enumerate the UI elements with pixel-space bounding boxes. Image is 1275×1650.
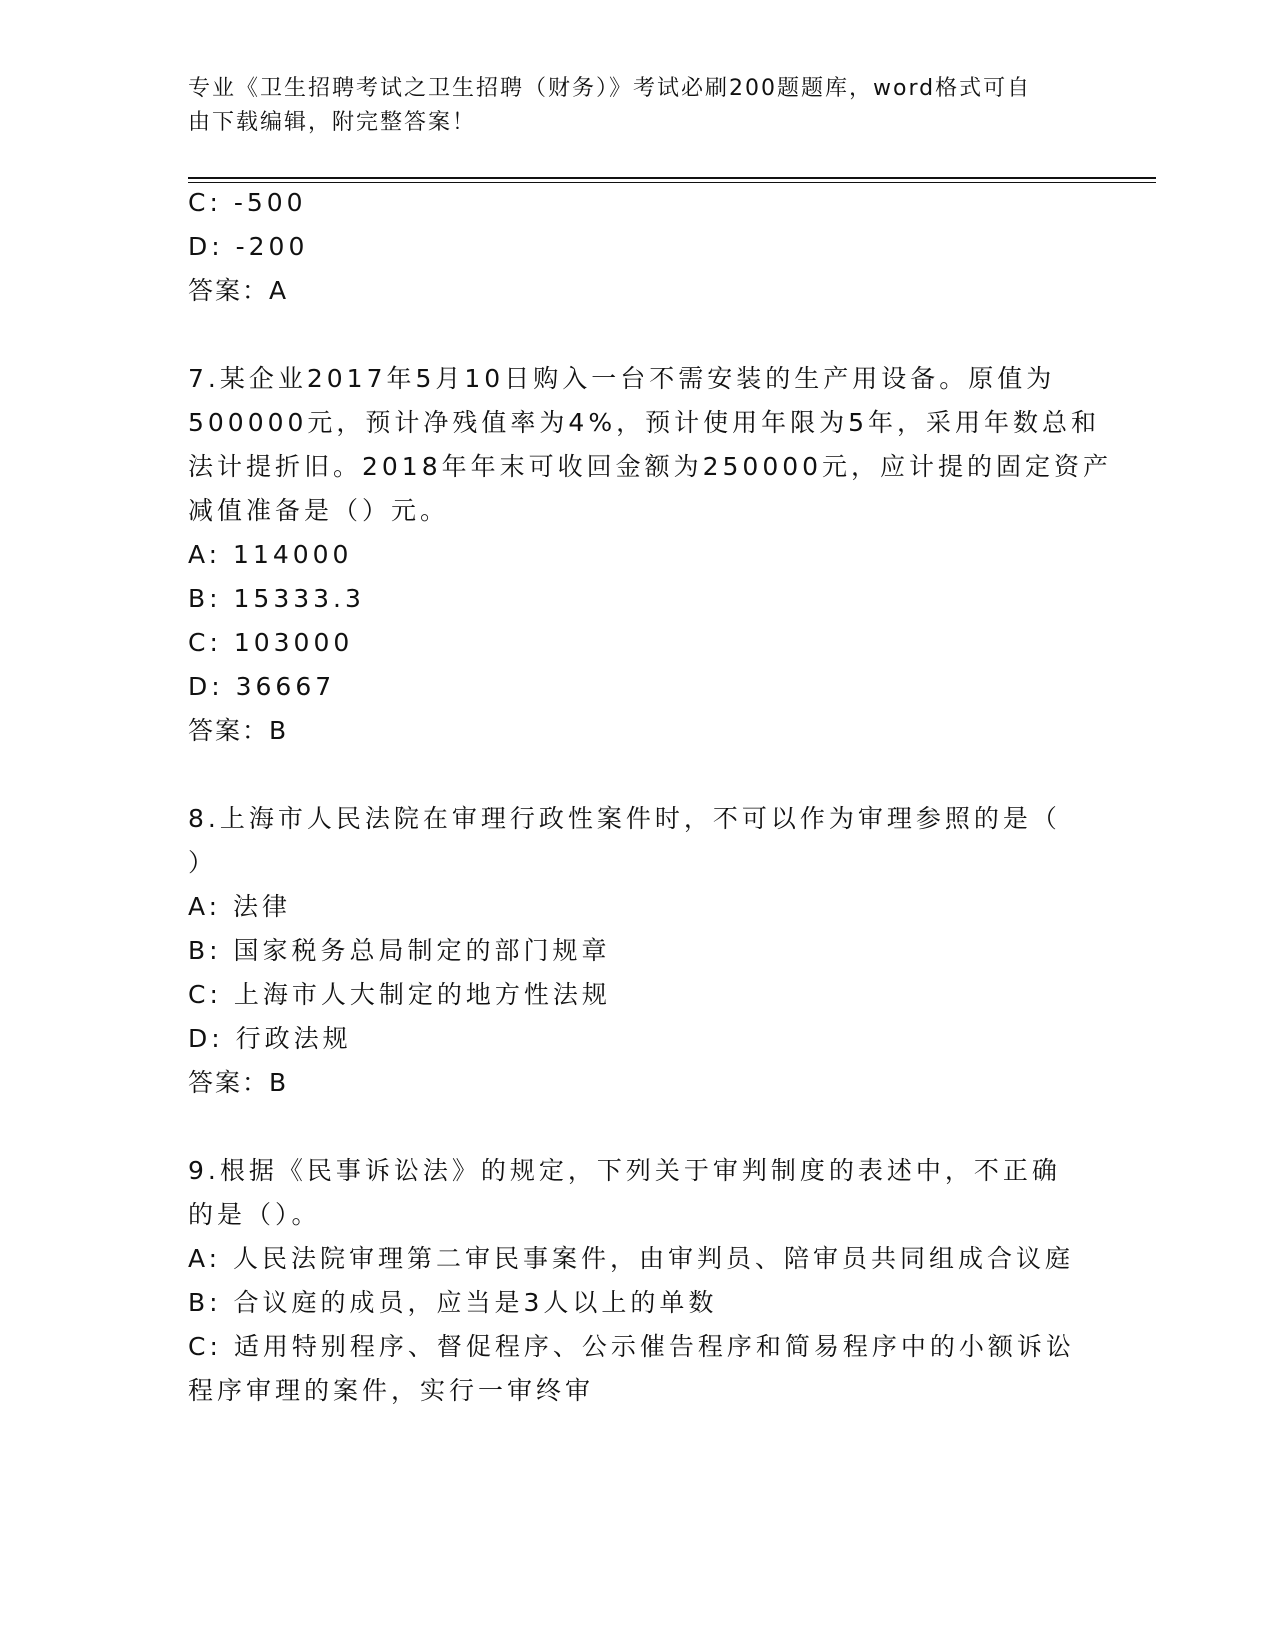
header-divider-thin xyxy=(188,182,1156,183)
q9-option-b: B: 合议庭的成员，应当是3人以上的单数 xyxy=(188,1288,718,1317)
q9-option-a: A: 人民法院审理第二审民事案件，由审判员、陪审员共同组成合议庭 xyxy=(188,1244,1075,1273)
q9-stem-line-1: 9.根据《民事诉讼法》的规定，下列关于审判制度的表述中，不正确 xyxy=(188,1156,1061,1185)
q7-option-b: B: 15333.3 xyxy=(188,584,365,613)
q7-stem-line-4: 减值准备是（）元。 xyxy=(188,496,450,525)
q9-option-c-line-2: 程序审理的案件，实行一审终审 xyxy=(188,1376,595,1405)
q8-stem-line-1: 8.上海市人民法院在审理行政性案件时，不可以作为审理参照的是（ xyxy=(188,804,1061,833)
header-line-2: 由下载编辑，附完整答案！ xyxy=(188,110,477,135)
q8-answer: 答案：B xyxy=(188,1068,289,1097)
document-header xyxy=(188,72,1088,140)
q7-stem-line-3: 法计提折旧。2018年年末可收回金额为250000元，应计提的固定资产 xyxy=(188,452,1113,481)
q7-stem-line-1: 7.某企业2017年5月10日购入一台不需安装的生产用设备。原值为 xyxy=(188,364,1056,393)
q8-option-a: A: 法律 xyxy=(188,892,292,921)
q6-option-d: D: -200 xyxy=(188,232,309,261)
q7-option-a: A: 114000 xyxy=(188,540,353,569)
q8-stem-line-2: ） xyxy=(188,848,218,877)
q6-answer: 答案：A xyxy=(188,276,289,305)
header-line-1: 专业《卫生招聘考试之卫生招聘（财务）》考试必刷200题题库，word格式可自 xyxy=(188,76,1032,101)
q7-option-c: C: 103000 xyxy=(188,628,354,657)
q8-option-c: C: 上海市人大制定的地方性法规 xyxy=(188,980,611,1009)
q6-option-c: C: -500 xyxy=(188,188,307,217)
q8-option-d: D: 行政法规 xyxy=(188,1024,352,1053)
q9-stem-line-2: 的是（）。 xyxy=(188,1200,321,1229)
q7-option-d: D: 36667 xyxy=(188,672,336,701)
header-divider xyxy=(188,177,1156,179)
q7-answer: 答案：B xyxy=(188,716,289,745)
q9-option-c-line-1: C: 适用特别程序、督促程序、公示催告程序和简易程序中的小额诉讼 xyxy=(188,1332,1075,1361)
q7-stem-line-2: 500000元，预计净残值率为4%，预计使用年限为5年，采用年数总和 xyxy=(188,408,1101,437)
q8-option-b: B: 国家税务总局制定的部门规章 xyxy=(188,936,611,965)
